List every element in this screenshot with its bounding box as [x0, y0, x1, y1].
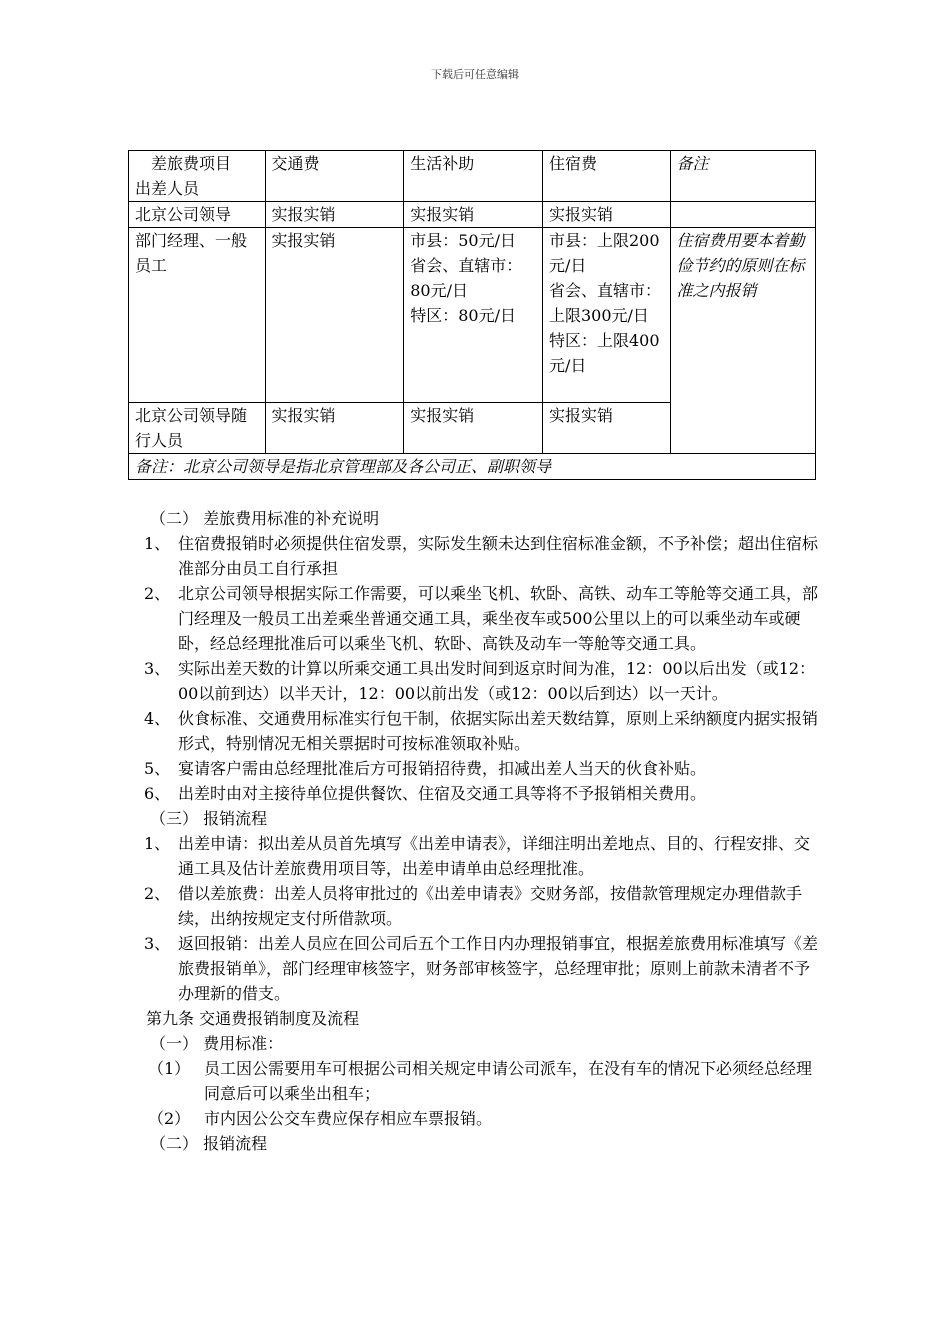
- list-item-number: 2、: [144, 584, 171, 603]
- list-item: [130, 706, 820, 756]
- table-row: [129, 228, 816, 403]
- list-item: [130, 931, 820, 1006]
- cell-accommodation: 实报实销: [542, 202, 670, 228]
- list-item-text: 伙食标准、交通费用标准实行包干制，依据实际出差天数结算，原则上采纳额度内据实报销形式，特别情况无相关票据时可按标准领取补贴。: [178, 709, 819, 753]
- list-item: [130, 756, 820, 781]
- table-footnote-row: [129, 454, 816, 480]
- cell-person: 北京公司领导随行人员: [129, 403, 266, 454]
- list-item: [130, 581, 820, 656]
- s2-list: [130, 531, 820, 806]
- header-item-label: 差旅费项目: [151, 154, 232, 173]
- list-item: [130, 781, 820, 806]
- cell-transport: 实报实销: [265, 403, 404, 454]
- header-remarks: 备注: [670, 151, 815, 202]
- header-note: 下载后可任意编辑: [431, 68, 519, 81]
- header-transport: 交通费: [265, 151, 404, 202]
- list-item: [130, 656, 820, 706]
- section-title: （三） 报销流程: [150, 809, 268, 828]
- accommodation-line: 市县：上限200元/日: [548, 231, 660, 275]
- living-line: 市县：50元/日: [410, 231, 516, 250]
- list-item-number: 1、: [144, 534, 171, 553]
- cell-living: [404, 228, 543, 403]
- cell-living: 实报实销: [404, 403, 543, 454]
- list-item-text: 员工因公需要用车可根据公司相关规定申请公司派车，在没有车的情况下必须经总经理同意后可以乘坐出租车；: [204, 1059, 813, 1103]
- list-item-text: 市内因公公交车费应保存相应车票报销。: [204, 1109, 493, 1128]
- list-item-number: （2）: [148, 1109, 191, 1128]
- cell-transport: 实报实销: [265, 228, 404, 403]
- cell-remarks: 住宿费用要本着勤俭节约的原则在标准之内报销: [670, 228, 815, 454]
- table-row: [129, 202, 816, 228]
- list-item-text: 出差申请：拟出差从员首先填写《出差申请表》，详细注明出差地点、目的、行程安排、交通工具及估计差旅费用项目等，出差申请单由总经理批准。: [178, 834, 811, 878]
- header-diagonal-cell: [129, 151, 266, 202]
- list-item-text: 返回报销：出差人员应在回公司后五个工作日内办理报销事宜，根据差旅费用标准填写《差旅费报销单》，部门经理审核签字，财务部审核签字，总经理审批；原则上前款未清者不予办理新的借支。: [178, 934, 819, 1003]
- list-item-number: （1）: [148, 1059, 191, 1078]
- list-item-number: 1、: [144, 834, 171, 853]
- list-item: [130, 831, 820, 881]
- cell-person: 部门经理、一般员工: [129, 228, 266, 403]
- cell-living: 实报实销: [404, 202, 543, 228]
- list-item-number: 5、: [144, 759, 171, 778]
- section-title: （二） 报销流程: [150, 1134, 268, 1153]
- article-title: 第九条 交通费报销制度及流程: [146, 1009, 360, 1028]
- cell-remarks-empty: [670, 202, 815, 228]
- list-item-number: 3、: [144, 659, 171, 678]
- list-item: [130, 881, 820, 931]
- body-text: [130, 506, 820, 1156]
- living-line: 省会、直辖市：80元/日: [410, 256, 523, 300]
- list-item: [130, 1056, 820, 1106]
- cell-person: 北京公司领导: [129, 202, 266, 228]
- a9-list: [130, 1056, 820, 1131]
- list-item-text: 住宿费报销时必须提供住宿发票，实际发生额未达到住宿标准金额，不予补偿；超出住宿标准部分由员工自行承担: [178, 534, 819, 578]
- list-item: [130, 1106, 820, 1131]
- header-living-allowance: 生活补助: [404, 151, 543, 202]
- accommodation-line: 特区：上限400元/日: [548, 331, 660, 375]
- list-item-text: 实际出差天数的计算以所乘交通工具出发时间到返京时间为准，12：00以后出发（或12：00以前到达）以半天计，12：00以前出发（或12：00以后到达）以一天计。: [178, 659, 816, 703]
- section-title: （二） 差旅费用标准的补充说明: [150, 509, 380, 528]
- cell-accommodation: [542, 228, 670, 403]
- list-item-number: 4、: [144, 709, 171, 728]
- list-item: [130, 531, 820, 581]
- cell-transport: 实报实销: [265, 202, 404, 228]
- list-item-text: 借以差旅费：出差人员将审批过的《出差申请表》交财务部，按借款管理规定办理借款手续，出纳按规定支付所借款项。: [178, 884, 803, 928]
- section-title: （一） 费用标准：: [150, 1034, 284, 1053]
- living-line: 特区：80元/日: [410, 306, 516, 325]
- table-header-row: [129, 151, 816, 202]
- header-person-label: 出差人员: [135, 179, 200, 198]
- accommodation-line: 省会、直辖市：上限300元/日: [548, 281, 661, 325]
- list-item-number: 3、: [144, 934, 171, 953]
- header-accommodation: 住宿费: [542, 151, 670, 202]
- list-item-number: 6、: [144, 784, 171, 803]
- table-footnote: 备注：北京公司领导是指北京管理部及各公司正、副职领导: [129, 454, 816, 480]
- s3-list: [130, 831, 820, 1006]
- expense-standard-table: [128, 150, 816, 480]
- list-item-number: 2、: [144, 884, 171, 903]
- cell-accommodation: 实报实销: [542, 403, 670, 454]
- list-item-text: 出差时由对主接待单位提供餐饮、住宿及交通工具等将不予报销相关费用。: [178, 784, 707, 803]
- list-item-text: 宴请客户需由总经理批准后方可报销招待费，扣减出差人当天的伙食补贴。: [178, 759, 707, 778]
- list-item-text: 北京公司领导根据实际工作需要，可以乘坐飞机、软卧、高铁、动车工等舱等交通工具，部门经理及一般员工出差乘坐普通交通工具，乘坐夜车或500公里以上的可以乘坐动车或硬卧，经总经理批准后可以乘坐飞机、软卧、高铁及动车一等舱等交通工具。: [178, 584, 819, 653]
